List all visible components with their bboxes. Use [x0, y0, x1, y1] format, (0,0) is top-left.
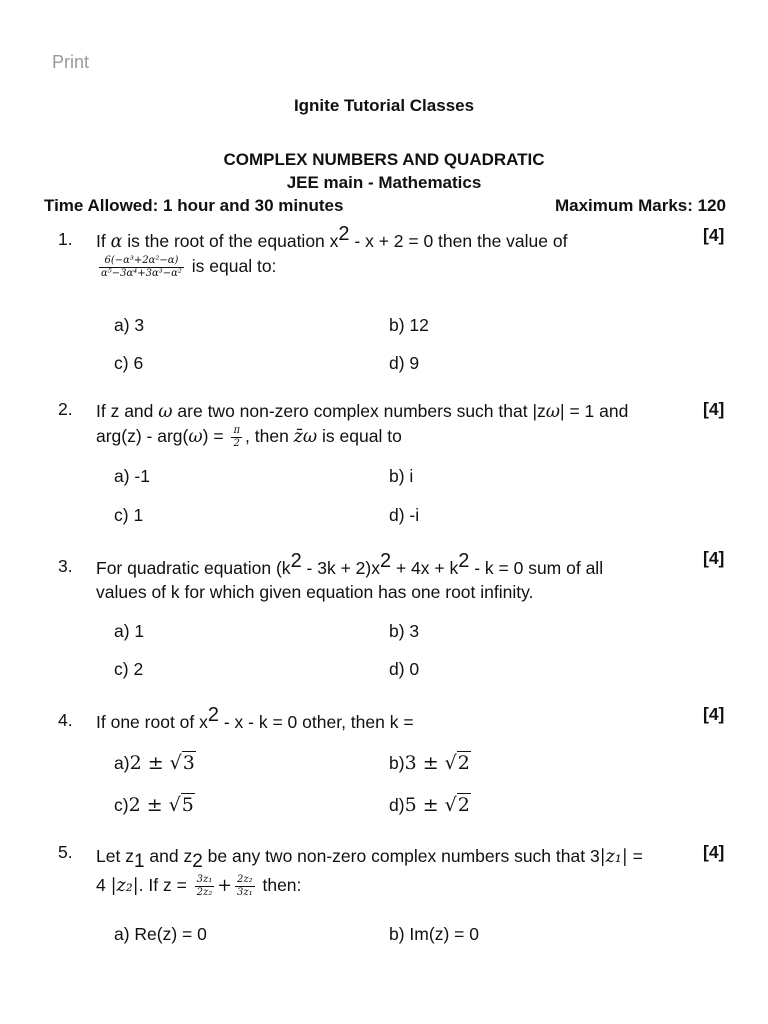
omega-symbol: ω	[188, 427, 203, 447]
time-allowed: Time Allowed: 1 hour and 30 minutes	[44, 196, 344, 215]
option-a: a) 1	[114, 621, 145, 641]
numerator: π	[233, 424, 241, 436]
question-marks: [4]	[703, 548, 725, 568]
subscript: 2	[192, 851, 203, 872]
question-marks: [4]	[703, 842, 725, 862]
text: 3 ±	[404, 752, 445, 774]
option-label: c)	[114, 795, 129, 815]
sqrt-icon: √	[169, 752, 182, 774]
print-link[interactable]: Print	[52, 52, 90, 72]
denominator: 3z₁	[236, 886, 253, 898]
question-number: 4.	[58, 710, 73, 730]
text: is equal to:	[186, 256, 277, 276]
question-number: 1.	[58, 229, 73, 249]
paper-title: COMPLEX NUMBERS AND QUADRATIC	[223, 150, 545, 169]
expression	[405, 793, 471, 816]
expression	[129, 793, 195, 816]
option-b: b) Im(z) = 0	[389, 924, 479, 944]
fraction	[99, 255, 184, 280]
option-label: d)	[389, 795, 405, 815]
question-marks: [4]	[703, 225, 725, 245]
text: then:	[257, 875, 302, 895]
option-b: b) 3	[389, 621, 420, 641]
superscript: 2	[458, 550, 470, 572]
text: - x + 2 = 0 then the value of	[349, 231, 568, 251]
maximum-marks: Maximum Marks: 120	[554, 196, 726, 215]
sqrt-icon: √	[168, 794, 181, 816]
text: Let z	[96, 846, 134, 866]
zbar-omega-symbol: z̄ω	[293, 427, 318, 447]
plus-sign: +	[217, 876, 232, 896]
sqrt-icon: √	[444, 752, 457, 774]
text: . If z =	[138, 875, 192, 895]
option-c	[114, 794, 195, 816]
option-d: d) 9	[389, 353, 420, 373]
modulus-z1: |z₁|	[599, 847, 628, 867]
option-d: d) 0	[389, 659, 420, 679]
text: and z	[144, 846, 193, 866]
text: - x - k = 0 other, then k =	[219, 712, 414, 732]
question-number: 3.	[58, 556, 73, 576]
fraction	[195, 874, 215, 899]
option-label: a)	[114, 753, 130, 773]
question-text	[96, 550, 676, 604]
question-text	[96, 842, 696, 900]
option-d: d) -i	[389, 505, 420, 525]
text: For quadratic equation (k	[96, 558, 291, 578]
text: , then	[245, 426, 294, 446]
text: 2 ±	[129, 752, 170, 774]
question-text	[96, 223, 676, 280]
question-marks: [4]	[703, 399, 725, 419]
denominator: 2	[233, 437, 240, 449]
radicand: 3	[182, 752, 195, 774]
superscript: 2	[207, 704, 219, 726]
text: is the root of the equation x	[122, 231, 339, 251]
text: If z and	[96, 401, 159, 421]
option-a: a) -1	[114, 466, 150, 486]
numerator: 3z₁	[196, 873, 213, 885]
subscript: 1	[133, 851, 145, 872]
sqrt-icon: √	[444, 794, 457, 816]
expression	[405, 751, 471, 774]
text: be any two non-zero complex numbers such that 3	[202, 846, 600, 866]
radicand: 2	[457, 752, 470, 774]
option-a	[114, 752, 196, 774]
text: + 4x + k	[391, 558, 459, 578]
numerator: 2z₂	[236, 873, 253, 885]
expression	[130, 751, 196, 774]
option-b: b) 12	[389, 315, 429, 335]
option-d	[389, 794, 471, 816]
text: | = 1 and	[560, 401, 629, 421]
question-number: 5.	[58, 842, 73, 862]
paper-subtitle: JEE main - Mathematics	[286, 173, 482, 192]
numerator: 6(−α³+2α²−α)	[99, 255, 184, 268]
text: are two non-zero complex numbers such that |z	[172, 401, 546, 421]
text: values of k for which given equation has one root infinity.	[96, 582, 534, 602]
question-text	[96, 704, 676, 734]
text: 2 ±	[128, 794, 169, 816]
option-label: b)	[389, 753, 405, 773]
question-text	[96, 399, 676, 450]
text: If one root of x	[96, 712, 208, 732]
question-number: 2.	[58, 399, 73, 419]
text: 5 ±	[404, 794, 445, 816]
fraction	[231, 425, 242, 450]
modulus-z2: |z₂|	[110, 876, 139, 896]
radicand: 2	[457, 794, 470, 816]
text: - k = 0 sum of all	[469, 558, 604, 578]
text: - 3k + 2)x	[301, 558, 380, 578]
text: =	[627, 846, 643, 866]
option-b	[389, 752, 471, 774]
institute-name: Ignite Tutorial Classes	[293, 96, 475, 115]
text: arg(z) - arg(	[96, 426, 189, 446]
superscript: 2	[338, 223, 350, 245]
option-b: b) i	[389, 466, 414, 486]
superscript: 2	[379, 550, 392, 572]
text: ) =	[202, 426, 229, 446]
option-a: a) Re(z) = 0	[114, 924, 207, 944]
text: 4	[96, 875, 111, 895]
text: is equal to	[317, 426, 402, 446]
alpha-symbol: α	[110, 232, 123, 252]
denominator: α⁵−3α⁴+3α³−α²	[101, 267, 182, 279]
radicand: 5	[181, 794, 194, 816]
option-c: c) 1	[114, 505, 144, 525]
omega-symbol: ω	[545, 402, 561, 422]
fraction	[235, 874, 255, 899]
omega-symbol: ω	[158, 402, 173, 422]
option-c: c) 2	[114, 659, 144, 679]
question-marks: [4]	[703, 704, 725, 724]
superscript: 2	[290, 550, 302, 572]
denominator: 2z₂	[196, 886, 213, 898]
text: If	[96, 231, 111, 251]
option-a: a) 3	[114, 315, 145, 335]
option-c: c) 6	[114, 353, 144, 373]
